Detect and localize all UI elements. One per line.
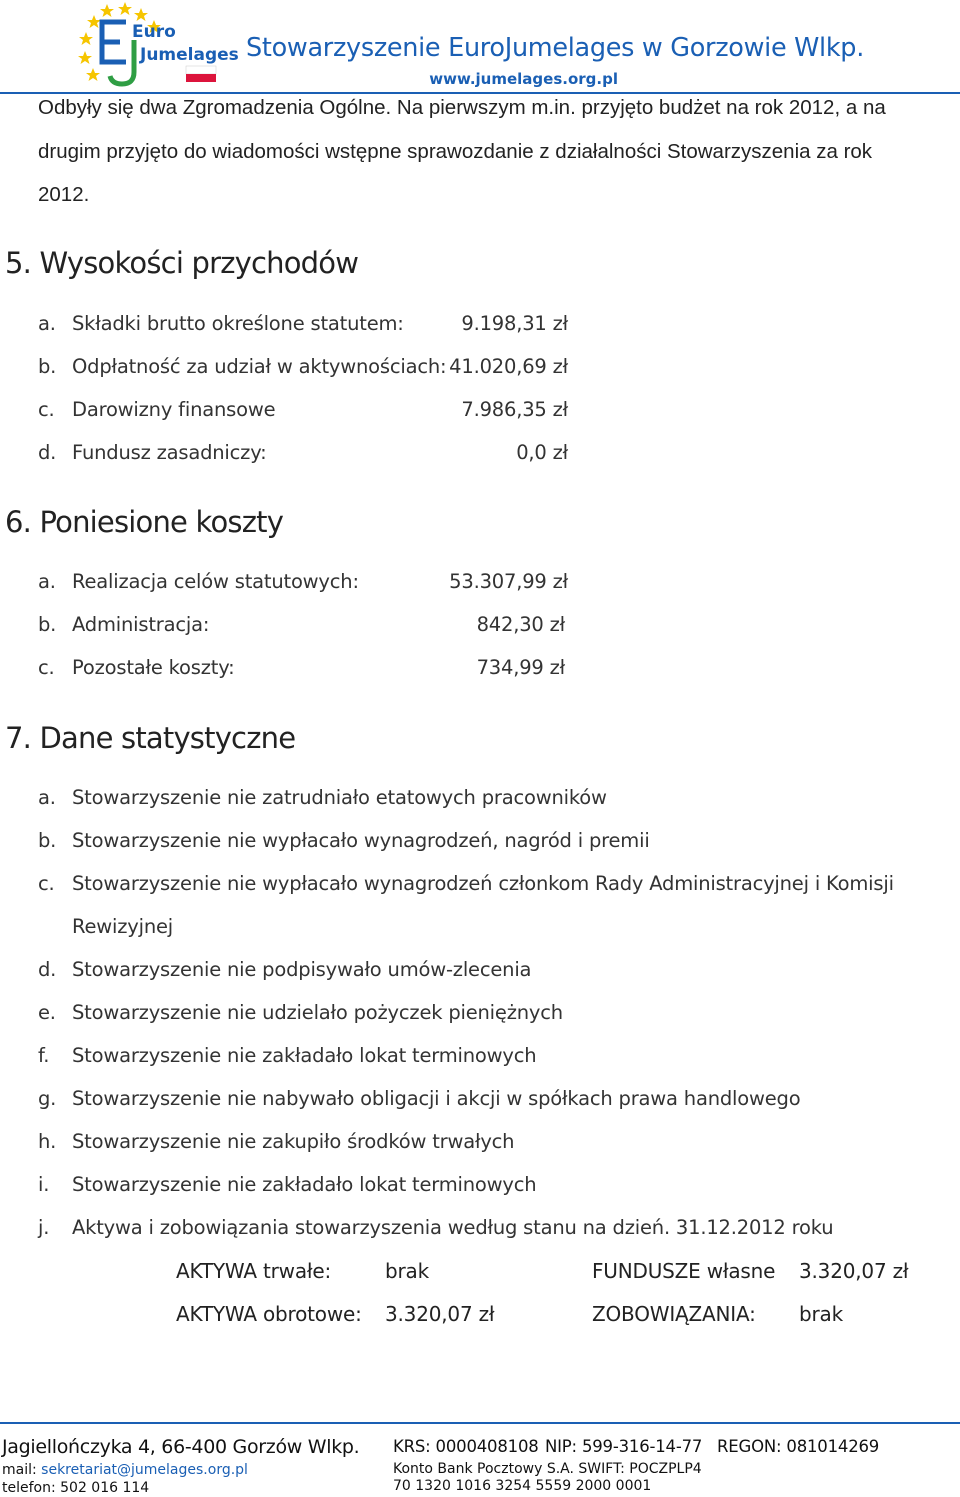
section-6-title: 6. Poniesione koszty: [5, 505, 284, 539]
organization-name: Stowarzyszenie EuroJumelages w Gorzowie Wlkp.: [246, 33, 864, 63]
statistic-item: [38, 1130, 514, 1153]
cost-item: [38, 613, 209, 636]
statistic-item: [38, 1044, 536, 1067]
item-text: Stowarzyszenie nie podpisywało umów-zlecenia: [72, 958, 532, 981]
item-text: Stowarzyszenie nie zakupiło środków trwałych: [72, 1130, 515, 1153]
item-letter: a.: [38, 570, 56, 593]
footer-bank: Konto Bank Pocztowy S.A. SWIFT: POCZPLP4: [393, 1461, 702, 1477]
balance-label: FUNDUSZE własne: [592, 1259, 776, 1283]
mail-label: mail:: [2, 1462, 42, 1478]
item-letter: j.: [38, 1216, 50, 1239]
logo-text-jumelages: Jumelages: [140, 45, 239, 65]
balance-value: 3.320,07 zł: [799, 1259, 909, 1283]
website-link[interactable]: www.jumelages.org.pl: [429, 70, 618, 88]
item-label: Odpłatność za udział w aktywnościach:: [72, 355, 447, 378]
item-label: Realizacja celów statutowych:: [72, 570, 359, 593]
statistic-item: [38, 786, 607, 809]
item-letter: b.: [38, 829, 57, 852]
footer-address: Jagiellończyka 4, 66-400 Gorzów Wlkp.: [2, 1436, 360, 1458]
intro-line-1: Odbyły się dwa Zgromadzenia Ogólne. Na pierwszym m.in. przyjęto budżet na rok 2012, a na: [38, 96, 886, 119]
revenue-amount: 9.198,31 zł: [461, 312, 568, 335]
item-letter: b.: [38, 355, 57, 378]
item-letter: h.: [38, 1130, 57, 1153]
intro-line-3: 2012.: [38, 183, 90, 206]
header-divider: [0, 92, 960, 94]
mail-link[interactable]: sekretariat@jumelages.org.pl: [41, 1462, 248, 1478]
item-label: Fundusz zasadniczy:: [72, 441, 267, 464]
eurojumelages-logo: [74, 0, 239, 92]
item-label: Administracja:: [72, 613, 210, 636]
footer-krs: KRS: 0000408108: [393, 1437, 539, 1456]
footer-nip: NIP: 599-316-14-77: [545, 1437, 703, 1456]
item-letter: d.: [38, 958, 57, 981]
balance-value: 3.320,07 zł: [385, 1302, 495, 1326]
balance-value: brak: [799, 1302, 843, 1326]
balance-label: ZOBOWIĄZANIA:: [592, 1302, 756, 1326]
revenue-item: [38, 441, 267, 464]
statistic-item: [38, 1216, 833, 1239]
item-letter: g.: [38, 1087, 57, 1110]
item-text: Aktywa i zobowiązania stowarzyszenia według stanu na dzień. 31.12.2012 roku: [72, 1216, 834, 1239]
item-letter: e.: [38, 1001, 56, 1024]
flag-white-band: [186, 66, 216, 74]
item-label: Darowizny finansowe: [72, 398, 276, 421]
item-letter: a.: [38, 786, 56, 809]
item-text: Stowarzyszenie nie wypłacało wynagrodzeń, nagród i premii: [72, 829, 650, 852]
cost-amount: 53.307,99 zł: [449, 570, 568, 593]
footer-mail: [2, 1462, 248, 1478]
item-label: Składki brutto określone statutem:: [72, 312, 404, 335]
cost-amount: 734,99 zł: [476, 656, 565, 679]
balance-label: AKTYWA trwałe:: [176, 1259, 332, 1283]
revenue-amount: 7.986,35 zł: [461, 398, 568, 421]
item-label: Pozostałe koszty:: [72, 656, 235, 679]
logo-text-euro: Euro: [132, 22, 176, 42]
flag-red-band: [186, 74, 216, 82]
statistic-item: [38, 1087, 800, 1110]
section-7-title: 7. Dane statystyczne: [5, 721, 296, 755]
intro-line-2: drugim przyjęto do wiadomości wstępne sprawozdanie z działalności Stowarzyszenia za rok: [38, 140, 873, 163]
statistic-item: [38, 1001, 563, 1024]
statistic-item-continuation: Rewizyjnej: [72, 915, 174, 938]
footer-divider: [0, 1422, 960, 1424]
footer-phone: telefon: 502 016 114: [2, 1480, 150, 1496]
revenue-item: [38, 355, 446, 378]
item-letter: c.: [38, 656, 55, 679]
item-text: Stowarzyszenie nie nabywało obligacji i akcji w spółkach prawa handlowego: [72, 1087, 801, 1110]
statistic-item: [38, 958, 531, 981]
item-text: Stowarzyszenie nie zakładało lokat terminowych: [72, 1173, 537, 1196]
section-5-title: 5. Wysokości przychodów: [5, 246, 359, 280]
cost-item: [38, 656, 235, 679]
balance-label: AKTYWA obrotowe:: [176, 1302, 362, 1326]
balance-value: brak: [385, 1259, 429, 1283]
item-letter: b.: [38, 613, 57, 636]
statistic-item: [38, 829, 650, 852]
footer-account: 70 1320 1016 3254 5559 2000 0001: [393, 1478, 652, 1494]
item-text: Stowarzyszenie nie wypłacało wynagrodzeń członkom Rady Administracyjnej i Komisji: [72, 872, 894, 895]
revenue-amount: 41.020,69 zł: [449, 355, 568, 378]
item-text: Stowarzyszenie nie udzielało pożyczek pieniężnych: [72, 1001, 563, 1024]
revenue-item: [38, 398, 275, 421]
item-letter: c.: [38, 872, 55, 895]
revenue-amount: 0,0 zł: [516, 441, 568, 464]
revenue-item: [38, 312, 404, 335]
item-letter: i.: [38, 1173, 50, 1196]
item-text: Stowarzyszenie nie zatrudniało etatowych pracowników: [72, 786, 607, 809]
footer-regon: REGON: 081014269: [717, 1437, 880, 1456]
statistic-item: [38, 872, 894, 895]
cost-amount: 842,30 zł: [476, 613, 565, 636]
item-letter: f.: [38, 1044, 50, 1067]
item-letter: d.: [38, 441, 57, 464]
item-letter: a.: [38, 312, 56, 335]
item-text: Stowarzyszenie nie zakładało lokat terminowych: [72, 1044, 537, 1067]
item-letter: c.: [38, 398, 55, 421]
cost-item: [38, 570, 359, 593]
statistic-item: [38, 1173, 536, 1196]
